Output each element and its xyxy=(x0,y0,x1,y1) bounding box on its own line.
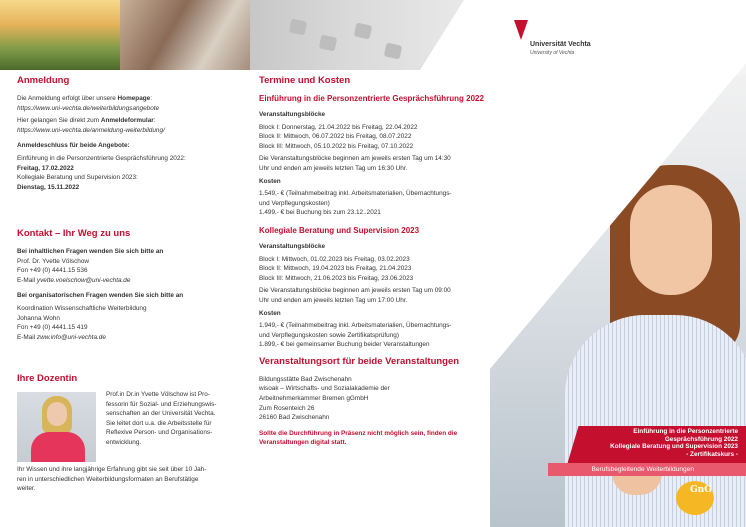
course1-block: Block III: Mittwoch, 05.10.2022 bis Freitag, 07.10.2022 xyxy=(259,142,414,150)
homepage-link[interactable]: https://www.uni-vechta.de/weiterbildungsangebote xyxy=(17,104,160,112)
deadline-date-2: Dienstag, 15.11.2022 xyxy=(17,183,80,191)
course1-cost-label: Kosten xyxy=(259,177,281,185)
deadline-course-1: Einführung in die Personzentrierte Gesprächsführung 2022: xyxy=(17,154,186,162)
logo-v-icon xyxy=(514,20,528,40)
bio-line: senschaften an der Universität Vechta. xyxy=(106,410,216,418)
content-contact-phone: Fon +49 (0) 4441.15 536 xyxy=(17,267,88,275)
org-contact-email: E-Mail zww.info@uni-vechta.de xyxy=(17,333,106,341)
content-contact-name: Prof. Dr. Yvette Völschow xyxy=(17,257,89,265)
course1-block: Block II: Mittwoch, 06.07.2022 bis Freitag, 08.07.2022 xyxy=(259,133,412,141)
bio-line: ren in unterschiedlichen Weiterbildungsformaten an Berufstätige xyxy=(17,475,199,483)
course2-cost: 1.949,- € (Teilnahmebeitrag inkl. Arbeitsmaterialien, Übernachtungs- xyxy=(259,322,452,330)
course-banner-text xyxy=(568,428,738,458)
dates-costs-heading: Termine und Kosten xyxy=(259,75,351,86)
deadline-heading: Anmeldeschluss für beide Angebote: xyxy=(17,142,130,150)
venue-line: Bildungsstätte Bad Zwischenahn xyxy=(259,375,352,383)
venue-heading: Veranstaltungsort für beide Veranstaltungen xyxy=(259,355,460,367)
left-column xyxy=(17,75,242,192)
digital-note: Veranstaltungen digital statt. xyxy=(259,439,347,447)
registration-text-1: Die Anmeldung erfolgt über unsere Homepage: xyxy=(17,95,152,102)
lecturer-bio-cont xyxy=(17,465,242,494)
bio-line: Reflexive Person- und Organisations- xyxy=(106,429,213,437)
header-photo-strip xyxy=(0,0,490,70)
course2-cost-combined: 1.899,- € bei gemeinsamer Buchung beider Veranstaltungen xyxy=(259,341,430,349)
course2-cost-label: Kosten xyxy=(259,309,281,317)
photo-people-laptop xyxy=(120,0,250,70)
course1-time: Uhr und enden am jeweils letzten Tag um 16:30 Uhr. xyxy=(259,164,408,172)
course1-cost: 1.549,- € (Teilnahmebeitrag inkl. Arbeitsmaterialien, Übernachtungs- xyxy=(259,190,452,198)
deadline-course-2: Kollegiale Beratung und Supervision 2023: xyxy=(17,174,138,182)
gng-badge-text: GnG xyxy=(690,485,712,495)
content-contact-email: E-Mail yvette.voelschow@uni-vechta.de xyxy=(17,276,131,284)
course2-block: Block I: Mittwoch, 01.02.2023 bis Freitag, 03.02.2023 xyxy=(259,255,410,263)
logo-name: Universität Vechta xyxy=(530,41,591,48)
bio-line: Prof.in Dr.in Yvette Völschow ist Pro- xyxy=(106,391,210,398)
venue-line: 26160 Bad Zwischenahn xyxy=(259,414,330,422)
course2-block: Block III: Mittwoch, 21.06.2023 bis Freitag, 23.06.2023 xyxy=(259,274,414,282)
org-contact-org: Koordination Wissenschaftliche Weiterbildung xyxy=(17,304,147,312)
deadline-date-1: Freitag, 17.02.2022 xyxy=(17,164,74,172)
banner-line: Einführung in die Personzentrierte xyxy=(633,428,738,435)
course1-time: Die Veranstaltungsblöcke beginnen am jeweils ersten Tag um 14:30 xyxy=(259,155,451,163)
banner-line: Kollegiale Beratung und Supervision 2023 xyxy=(610,443,738,451)
venue-line: Arbeitnehmerkammer Bremen gGmbH xyxy=(259,395,369,403)
venue-line: wisoak – Wirtschafts- und Sozialakademie der xyxy=(259,385,390,393)
digital-note: Sollte die Durchführung in Präsenz nicht möglich sein, finden die xyxy=(259,429,458,437)
lecturer-heading: Ihre Dozentin xyxy=(17,373,78,384)
logo-subtitle: University of Vechta xyxy=(530,50,575,56)
bio-line: entwicklung. xyxy=(106,438,142,446)
course1-block: Block I: Donnerstag, 21.04.2022 bis Freitag, 22.04.2022 xyxy=(259,123,418,131)
course1-blocks-label: Veranstaltungsblöcke xyxy=(259,111,326,118)
email-link-1[interactable]: yvette.voelschow@uni-vechta.de xyxy=(36,276,131,284)
registration-text-2: Hier gelangen Sie direkt zum Anmeldeformular: xyxy=(17,117,156,125)
org-contact-name: Johanna Wohn xyxy=(17,314,60,322)
photo-landscape xyxy=(0,0,120,70)
course1-title: Einführung in die Personzentrierte Gesprächsführung 2022 xyxy=(259,94,484,103)
bio-line: Sie leitet dort u.a. die Arbeitsstelle für xyxy=(106,419,212,427)
email-link-2[interactable]: zww.info@uni-vechta.de xyxy=(36,333,106,341)
course2-time: Die Veranstaltungsblöcke beginnen am jeweils ersten Tag um 09:00 xyxy=(259,287,451,295)
course2-title: Kollegiale Beratung und Supervision 2023 xyxy=(259,225,420,235)
bio-line: weiter. xyxy=(17,485,36,493)
banner-line: - Zertifikatskurs - xyxy=(686,450,738,458)
course2-cost: und Verpflegungskosten sowie Zertifikatsprüfung) xyxy=(259,331,399,339)
course2-block: Block II: Mittwoch, 19.04.2023 bis Freitag, 21.04.2023 xyxy=(259,265,412,273)
registration-heading: Anmeldung xyxy=(17,75,70,86)
middle-column xyxy=(259,75,489,448)
course2-time: Uhr und enden am jeweils letzten Tag um 17:00 Uhr. xyxy=(259,296,408,304)
banner-line: Gesprächsführung 2022 xyxy=(664,435,738,443)
bio-line: Ihr Wissen und ihre langjährige Erfahrung gibt sie seit über 10 Jah- xyxy=(17,466,207,473)
bio-line: fessorin für Sozial- und Erziehungswis- xyxy=(106,400,217,408)
subtitle-banner-text: Berufsbegleitende Weiterbildungen xyxy=(591,466,694,473)
lecturer-photo xyxy=(17,392,96,462)
course1-cost: und Verpflegungskosten) xyxy=(259,199,330,207)
contact-heading: Kontakt – Ihr Weg zu uns xyxy=(17,228,131,239)
venue-line: Zum Rosenteich 26 xyxy=(259,404,315,412)
org-contact-heading: Bei organisatorischen Fragen wenden Sie sich bitte an xyxy=(17,292,184,300)
org-contact-phone: Fon +49 (0) 4441.15 419 xyxy=(17,324,88,332)
course1-cost-early: 1.499,- € bei Buchung bis zum 23.12..2021 xyxy=(259,209,381,217)
content-contact-heading: Bei inhaltlichen Fragen wenden Sie sich bitte an xyxy=(17,248,164,255)
lecturer-bio xyxy=(106,390,236,448)
contact-section xyxy=(17,228,242,342)
registration-form-link[interactable]: https://www.uni-vechta.de/anmeldung-weiterbildung/ xyxy=(17,126,165,134)
course2-blocks-label: Veranstaltungsblöcke xyxy=(259,242,326,250)
